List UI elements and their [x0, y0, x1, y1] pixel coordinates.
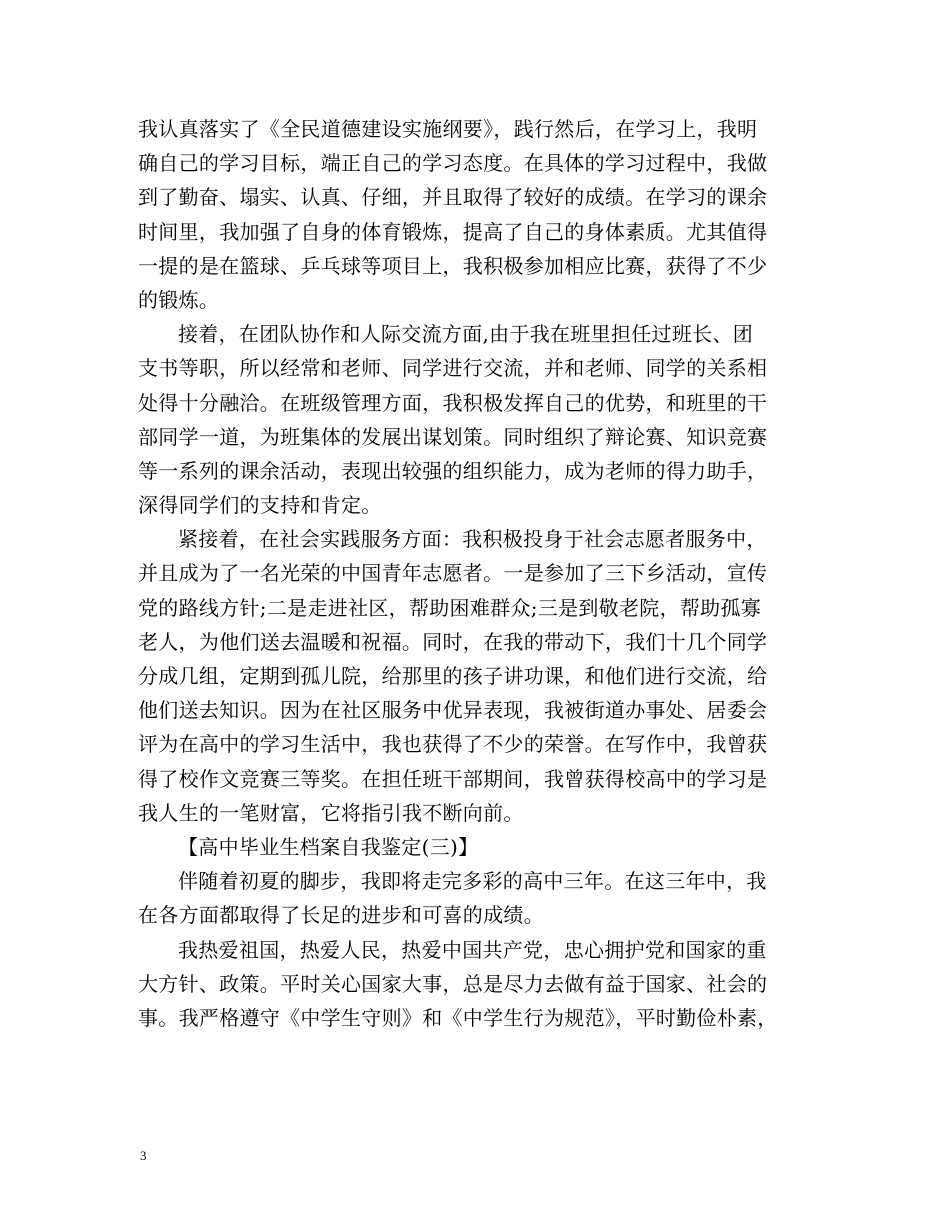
text-line: 等一系列的课余活动，表现出较强的组织能力，成为老师的得力助手，	[138, 458, 768, 483]
text-line: 一提的是在篮球、乒乓球等项目上，我积极参加相应比赛，获得了不少	[138, 253, 768, 278]
text-line: 我热爱祖国，热爱人民，热爱中国共产党，忠心拥护党和国家的重	[178, 937, 767, 962]
text-line: 得了校作文竞赛三等奖。在担任班干部期间，我曾获得校高中的学习是	[138, 766, 768, 791]
text-line: 党的路线方针;二是走进社区，帮助困难群众;三是到敬老院，帮助孤寡	[138, 595, 762, 620]
text-line: 的锻炼。	[138, 287, 220, 312]
text-line: 接着，在团队协作和人际交流方面,由于我在班里担任过班长、团	[178, 322, 754, 347]
text-line: 评为在高中的学习生活中，我也获得了不少的荣誉。在写作中，我曾获	[138, 732, 768, 757]
text-line: 分成几组，定期到孤儿院，给那里的孩子讲功课，和他们进行交流，给	[138, 664, 768, 688]
text-line: 部同学一道，为班集体的发展出谋划策。同时组织了辩论赛、知识竞赛	[138, 424, 768, 449]
text-line: 我人生的一笔财富，它将指引我不断向前。	[138, 800, 524, 825]
text-line: 时间里，我加强了自身的体育锻炼，提高了自己的身体素质。尤其值得	[138, 219, 768, 244]
text-line: 确自己的学习目标，端正自己的学习态度。在具体的学习过程中，我做	[138, 151, 768, 176]
text-line: 到了勤奋、塌实、认真、仔细，并且取得了较好的成绩。在学习的课余	[138, 185, 768, 210]
text-line: 老人，为他们送去温暖和祝福。同时，在我的带动下，我们十几个同学	[138, 629, 768, 654]
paragraph	[138, 522, 818, 830]
text-line: 伴随着初夏的脚步，我即将走完多彩的高中三年。在这三年中，我	[178, 869, 767, 894]
text-line: 大方针、政策。平时关心国家大事，总是尽力去做有益于国家、社会的	[138, 971, 768, 996]
paragraph	[138, 864, 818, 932]
text-line: 支书等职，所以经常和老师、同学进行交流，并和老师、同学的关系相	[138, 356, 768, 381]
text-line: 处得十分融洽。在班级管理方面，我积极发挥自己的优势，和班里的干	[138, 390, 768, 415]
text-line: 紧接着，在社会实践服务方面：我积极投身于社会志愿者服务中，	[178, 527, 767, 552]
text-line: 事。我严格遵守《中学生守则》和《中学生行为规范》，平时勤俭朴素，	[138, 1005, 778, 1030]
text-line: 在各方面都取得了长足的进步和可喜的成绩。	[138, 903, 544, 928]
text-line: 并且成为了一名光荣的中国青年志愿者。一是参加了三下乡活动，宣传	[138, 561, 768, 586]
paragraph	[138, 112, 818, 317]
paragraph	[138, 317, 818, 522]
text-line: 他们送去知识。因为在社区服务中优异表现，我被街道办事处、居委会	[138, 698, 768, 723]
paragraph	[138, 933, 818, 1036]
text-line: 我认真落实了《全民道德建设实施纲要》，践行然后，在学习上，我明	[138, 117, 758, 141]
document-body	[138, 112, 818, 1035]
page-number: 3	[140, 1148, 147, 1163]
section-heading	[138, 830, 818, 864]
text-line: 【高中毕业生档案自我鉴定(三)】	[178, 834, 479, 859]
text-line: 深得同学们的支持和肯定。	[138, 493, 382, 518]
